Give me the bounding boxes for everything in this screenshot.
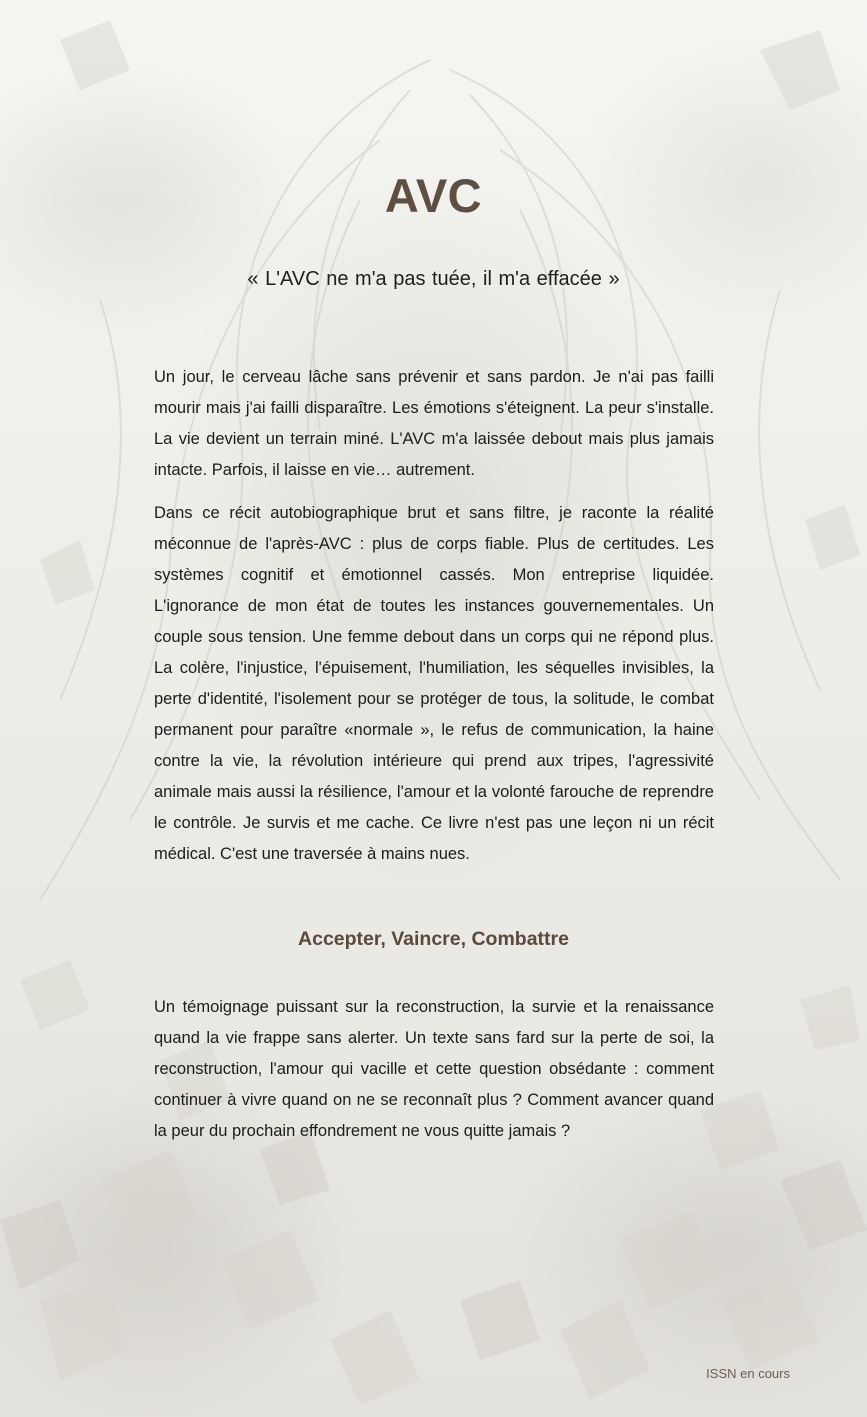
book-tagline: « L'AVC ne m'a pas tuée, il m'a effacée » [247, 268, 620, 290]
issn-note: ISSN en cours [706, 1366, 790, 1381]
intro-paragraph: Un jour, le cerveau lâche sans prévenir et sans pardon. Je n'ai pas failli mourir mais j'ai failli disparaître. Les émotions s'éteignent. La peur s'installe. La vie devient un terrain miné. L'AVC m'a laissée debout mais plus jamais intacte. Parfois, il laisse en vie… autrement. [154, 368, 714, 479]
closing-paragraph: Un témoignage puissant sur la reconstruction, la survie et la renaissance quand la vie frappe sans alerter. Un texte sans fard sur la perte de soi, la reconstruction, l'amour qui vacille et cette question obsédante : comment continuer à vivre quand on ne se reconnaît plus ? Comment avancer quand la peur du prochain effondrement ne vous quitte jamais ? [154, 998, 714, 1140]
intro-paragraph: Dans ce récit autobiographique brut et sans filtre, je raconte la réalité méconnue de l'après-AVC : plus de corps fiable. Plus de certitudes. Les systèmes cognitif et émotionnel cassés. Mon entreprise liquidée. L'ignorance de mon état de toutes les instances gouvernementales. Un couple sous tension. Une femme debout dans un corps qui ne répond plus. La colère, l'injustice, l'épuisement, l'humiliation, les séquelles invisibles, la perte d'identité, l'isolement pour se protéger de tous, la solitude, le combat permanent pour paraître «normale », le refus de communication, la haine contre la vie, la révolution intérieure qui prend aux tripes, l'agressivité animale mais aussi la résilience, l'amour et la volonté farouche de reprendre le contrôle. Je survis et me cache. Ce livre n'est pas une leçon ni un récit médical. C'est une traversée à mains nues. [154, 504, 714, 863]
book-title: AVC [384, 169, 483, 222]
closing-text [154, 992, 714, 1159]
section-subheading: Accepter, Vaincre, Combattre [298, 928, 569, 950]
intro-text [154, 362, 714, 882]
